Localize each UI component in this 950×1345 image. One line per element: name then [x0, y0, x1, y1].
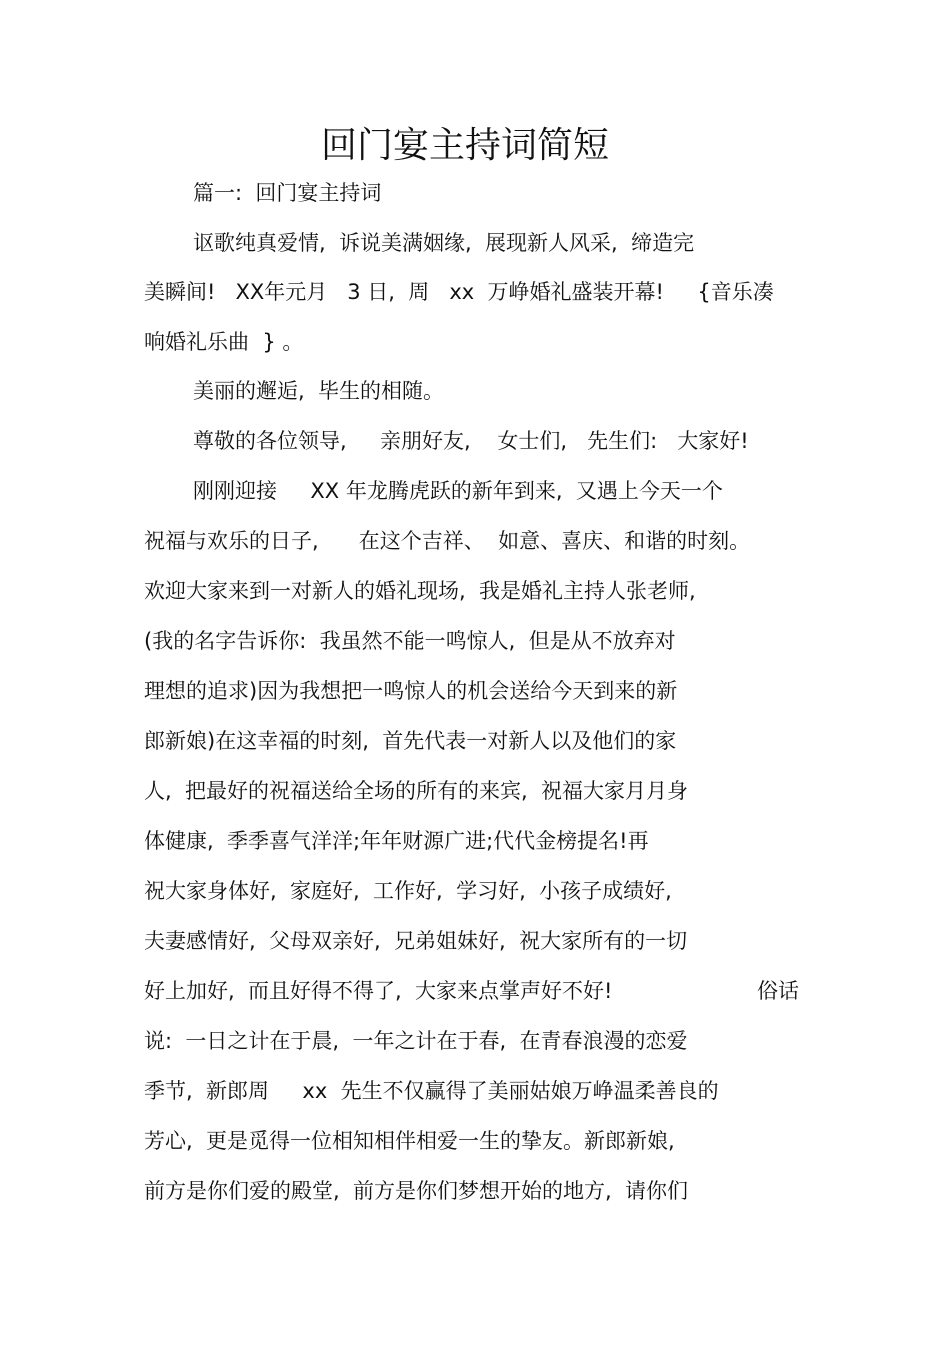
text-line: 美瞬间! XX年元月 3 日, 周 xx 万峥婚礼盛装开幕! {音乐凑: [144, 280, 774, 304]
text-line: 季节, 新郎周 xx 先生不仅赢得了美丽姑娘万峥温柔善良的: [144, 1079, 719, 1103]
text-line: 讴歌纯真爱情, 诉说美满姻缘, 展现新人风采, 缔造完: [193, 231, 695, 255]
text-line: 理想的追求)因为我想把一鸣惊人的机会送给今天到来的新: [144, 679, 678, 703]
text-line: 欢迎大家来到一对新人的婚礼现场, 我是婚礼主持人张老师,: [144, 579, 696, 603]
text-line: 祝福与欢乐的日子, 在这个吉祥、 如意、喜庆、和谐的时刻。: [144, 529, 751, 553]
text-line: 刚刚迎接 XX 年龙腾虎跃的新年到来, 又遇上今天一个: [193, 479, 723, 503]
text-line: 祝大家身体好, 家庭好, 工作好, 学习好, 小孩子成绩好,: [144, 879, 672, 903]
text-line: 美丽的邂逅, 毕生的相随。: [193, 379, 445, 403]
text-line: (我的名字告诉你: 我虽然不能一鸣惊人, 但是从不放弃对: [144, 629, 676, 653]
text-line: 郎新娘)在这幸福的时刻, 首先代表一对新人以及他们的家: [144, 729, 677, 753]
text-line: 尊敬的各位领导, 亲朋好友, 女士们, 先生们: 大家好!: [193, 429, 749, 453]
text-line: 说: 一日之计在于晨, 一年之计在于春, 在青春浪漫的恋爱: [144, 1029, 688, 1053]
text-line: 俗话: [757, 979, 799, 1003]
section-heading: 篇一: 回门宴主持词: [193, 181, 382, 205]
document-title: 回门宴主持词简短: [320, 125, 609, 166]
text-line: 芳心, 更是觅得一位相知相伴相爱一生的挚友。新郎新娘,: [144, 1129, 675, 1153]
text-line: 前方是你们爱的殿堂, 前方是你们梦想开始的地方, 请你们: [144, 1179, 689, 1203]
text-line: 响婚礼乐曲 } 。: [144, 330, 304, 354]
text-line: 好上加好, 而且好得不得了, 大家来点掌声好不好!: [144, 979, 613, 1003]
text-line: 体健康, 季季喜气洋洋;年年财源广进;代代金榜提名!再: [144, 829, 649, 853]
text-line: 夫妻感情好, 父母双亲好, 兄弟姐妹好, 祝大家所有的一切: [144, 929, 688, 953]
text-line: 人, 把最好的祝福送给全场的所有的来宾, 祝福大家月月身: [144, 779, 689, 803]
